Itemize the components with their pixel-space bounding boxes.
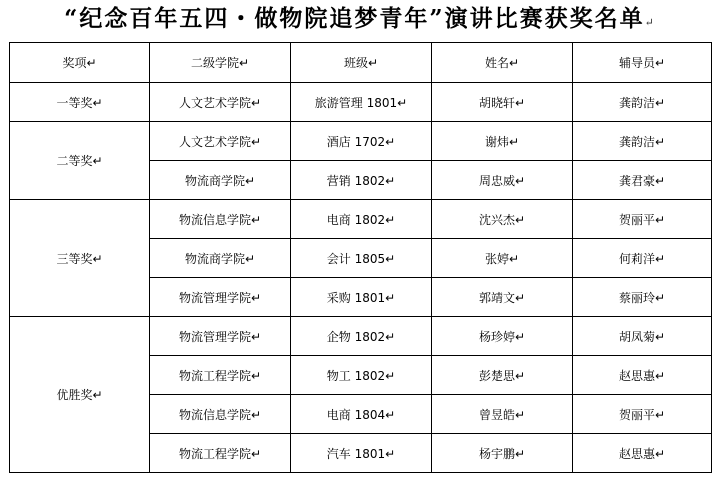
header-row (10, 43, 712, 83)
table-row (10, 200, 712, 239)
college-cell: 物流信息学院↵ (150, 395, 291, 434)
header-cell-counselor: 辅导员↵ (573, 43, 712, 83)
class-cell: 电商 1802↵ (291, 200, 432, 239)
college-cell: 物流工程学院↵ (150, 434, 291, 473)
counselor-cell: 龚君豪↵ (573, 161, 712, 200)
class-cell: 物工 1802↵ (291, 356, 432, 395)
class-cell: 旅游管理 1801↵ (291, 83, 432, 122)
counselor-cell: 赵思惠↵ (573, 356, 712, 395)
counselor-cell: 龚韵洁↵ (573, 83, 712, 122)
name-cell: 彭楚思↵ (432, 356, 573, 395)
college-cell: 人文艺术学院↵ (150, 122, 291, 161)
table-row (10, 317, 712, 356)
college-cell: 人文艺术学院↵ (150, 83, 291, 122)
class-cell: 汽车 1801↵ (291, 434, 432, 473)
header-cell-award: 奖项↵ (10, 43, 150, 83)
document-title (0, 2, 720, 36)
name-cell: 郭靖文↵ (432, 278, 573, 317)
college-cell: 物流商学院↵ (150, 239, 291, 278)
class-cell: 企物 1802↵ (291, 317, 432, 356)
name-cell: 谢炜↵ (432, 122, 573, 161)
counselor-cell: 贺丽平↵ (573, 395, 712, 434)
award-level-cell: 二等奖↵ (10, 122, 150, 200)
name-cell: 杨宇鹏↵ (432, 434, 573, 473)
award-level-cell: 三等奖↵ (10, 200, 150, 317)
name-cell: 曾昱皓↵ (432, 395, 573, 434)
header-cell-name: 姓名↵ (432, 43, 573, 83)
counselor-cell: 贺丽平↵ (573, 200, 712, 239)
document-title-text: “纪念百年五四・做物院追梦青年”演讲比赛获奖名单 (64, 5, 645, 32)
header-cell-college: 二级学院↵ (150, 43, 291, 83)
counselor-cell: 赵思惠↵ (573, 434, 712, 473)
paragraph-mark: ↵ (644, 16, 656, 29)
class-cell: 采购 1801↵ (291, 278, 432, 317)
college-cell: 物流管理学院↵ (150, 278, 291, 317)
counselor-cell: 胡凤菊↵ (573, 317, 712, 356)
college-cell: 物流商学院↵ (150, 161, 291, 200)
college-cell: 物流信息学院↵ (150, 200, 291, 239)
award-table-body (10, 43, 712, 473)
class-cell: 酒店 1702↵ (291, 122, 432, 161)
college-cell: 物流工程学院↵ (150, 356, 291, 395)
award-level-cell: 一等奖↵ (10, 83, 150, 122)
name-cell: 杨珍婷↵ (432, 317, 573, 356)
college-cell: 物流管理学院↵ (150, 317, 291, 356)
class-cell: 营销 1802↵ (291, 161, 432, 200)
counselor-cell: 何莉洋↵ (573, 239, 712, 278)
name-cell: 胡晓轩↵ (432, 83, 573, 122)
name-cell: 沈兴杰↵ (432, 200, 573, 239)
table-row (10, 83, 712, 122)
counselor-cell: 蔡丽玲↵ (573, 278, 712, 317)
name-cell: 张婷↵ (432, 239, 573, 278)
counselor-cell: 龚韵洁↵ (573, 122, 712, 161)
award-table (9, 42, 712, 473)
class-cell: 电商 1804↵ (291, 395, 432, 434)
award-level-cell: 优胜奖↵ (10, 317, 150, 473)
header-cell-class: 班级↵ (291, 43, 432, 83)
class-cell: 会计 1805↵ (291, 239, 432, 278)
table-row (10, 122, 712, 161)
name-cell: 周忠威↵ (432, 161, 573, 200)
